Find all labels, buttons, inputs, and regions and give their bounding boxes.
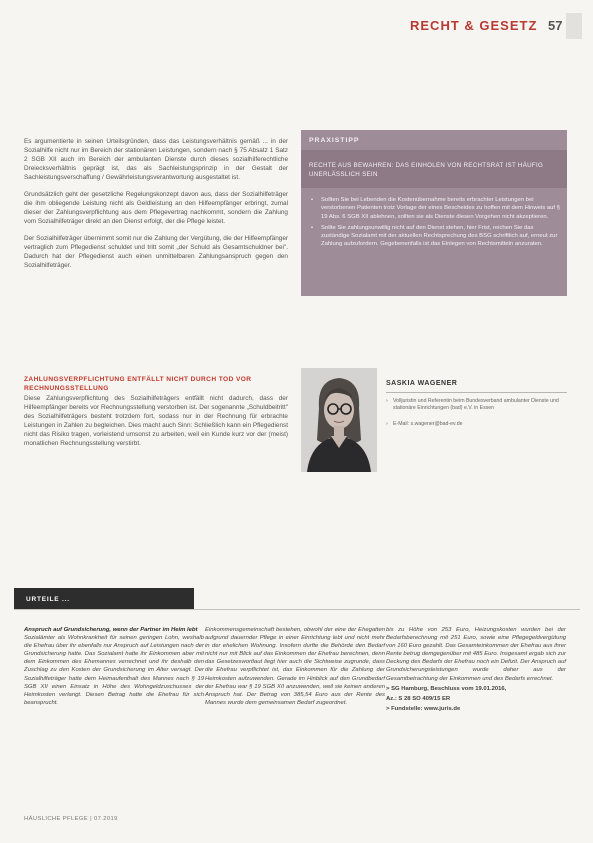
practice-tip-item: • Sollten Sie bei Lebenden die Kostenübernahme bereits erbrachter Leistungen bei verstorbenen Patienten trotz Vorlage der eines Bescheides zu hoffen mit dem Hinweis auf § 19 Abs. 6 SGB XII ablehnen, sollten sie als Dienste diesen Vorgehen nicht akzeptieren. — [309, 196, 561, 221]
body-paragraph-4: Diese Zahlungsverpflichtung des Sozialhilfeträgers entfällt nicht dadurch, dass der Hilfeempfänger bereits vor Rechnungsstellung verstorben ist. Der sogenannte „Schuldbeitritt" des Sozialhilfeträgers besteht trotzdem fort, sodass nur in der Rechnung für erbrachte Leistungen in Zahlen zu begleichen. Dies macht auch Sinn: Schließlich kann ein Pflegedienst nicht das Risiko tragen, vorleistend umsonst zu arbeiten, weil ein Kunde kurz vor der (meist) monatlichen Rechnungsstellung verstirbt. — [24, 395, 288, 447]
author-photo — [301, 368, 377, 472]
body-column-left — [24, 138, 288, 279]
judgment-heading: Anspruch auf Grundsicherung, wenn der Partner im Heim lebt — [24, 627, 198, 633]
section-title: RECHT & GESETZ — [410, 18, 538, 33]
practice-tip-heading: RECHTE AUS BEWAHREN: DAS EINHOLEN VON RECHTSRAT IST HÄUFIG UNERLÄSSLICH SEIN — [309, 162, 544, 178]
page-footer: HÄUSLICHE PFLEGE | 07.2019 — [24, 816, 118, 822]
practice-tip-label: PRAXISTIPP — [309, 137, 360, 144]
body-paragraph-3: Der Sozialhilfeträger übernimmt somit nur die Zahlung der Vergütung, die der Hilfeempfänger vertraglich zum Pflegedienst schuldet und tritt somit „der Schuld als Gesamtschuldner bei". Dadurch hat der Pflegedienst auch einen unmittelbaren Zahlungsanspruch gegen den Sozialhilfeträger. — [24, 235, 288, 269]
judgment-source-az: Az.: S 28 SO 409/15 ER — [386, 695, 451, 702]
urteile-label: URTEILE ... — [26, 596, 70, 603]
author-email: › E-Mail: s.wagener@bad-ev.de — [386, 421, 568, 428]
practice-tip-item: • Sollte Sie zahlungsunwillig nicht auf den Dienst stehen, hier Frist, reichen Sie das zuständige Sozialamt mit der aktuellen Rechtsprechung des BSG schriftlich auf, erneut zur Zahlung aufzufordern. Gegebenenfalls ist das Einlegen von Rechtsmitteln anzuraten. — [309, 224, 561, 249]
practice-tip-box — [301, 130, 567, 296]
author-bio-item: › Volljuristin und Referentin beim Bundesverband ambulanter Dienste und stationäre Einrichtungen (bad) e.V. in Essen — [386, 398, 568, 413]
author-bio-list — [386, 398, 568, 436]
judgment-column-3 — [386, 626, 566, 713]
author-divider — [386, 392, 567, 393]
judgment-column-1 — [24, 626, 204, 707]
header-tab-marker — [566, 13, 582, 39]
judgment-text-3: bis zu Höhe von 253 Euro, Heizungskosten wurden bei der Bedarfsberechnung mit 251 Euro, sowie eine Pflegegeldvergütung von 160 Euro gezahlt. Das Gesamteinkommen der Ehefrau aus ihrer Rente betrug demgegenüber mit 485 Euro. Insgesamt ergab sich zur Deckung des Bedarfs der Ehefrau noch ein Defizit. Der Anspruch auf Grundsicherungsleistungen wurde daher aus der Gesamtbetrachtung der Einkommen und des Bedarfs errechnet. — [386, 627, 566, 682]
judgment-column-2 — [205, 626, 385, 707]
judgment-text-1: Sozialämter als Wohnkrankheit für seinen geringen Lohn, weshalb die Ehefrau über ihr ebenfalls nur Anspruch auf Leistungen nach der Grundsicherung hatte. Das Sozialamt hatte ihr Einkommen aber mit dem Einkommen des Ehemannes verrechnet und ihr deshalb den Zuschlag zu den Kosten der Grundsicherung im Alter versagt. Der Sozialhilfeträger hatte dem Heimaufenthalt des Mannes nach § 19 SGB XII einen Einsatz in Höhe des Wohngeldzuschusses der Heimkosten verlangt. Diesen Betrag hatte die Ehefrau für sich beansprucht. — [24, 635, 204, 706]
body-subheading: ZAHLUNGSVERPFLICHTUNG ENTFÄLLT NICHT DURCH TOD VOR RECHNUNGSSTELLUNG — [24, 376, 252, 392]
judgment-source-link[interactable]: > Fundstelle: www.juris.de — [386, 705, 461, 712]
author-name: SASKIA WAGENER — [386, 380, 458, 387]
judgment-source-court: > SG Hamburg, Beschluss vom 19.01.2016, — [386, 685, 507, 692]
judgment-text-2: Einkommensgemeinschaft bestehen, obwohl der eine der Ehegatten aufgrund dauernder Pflege in einer Einrichtung lebt und nicht mehr in der ehelichen Wohnung. Insofern durfte die Behörde den Bedarf nicht nur mit Blick auf das Einkommen der Ehefrau berechnen, denn das Gesetzeswortlaut liegt hier auch die Sichtweise zugrunde, dass die Ehefrau verpflichtet ist, das Einkommen für die Zahlung der Heimkosten aufzuwenden. Gerade im Hinblick auf den Grundbedarf der Ehefrau war § 19 SGB XII anzuwenden, weil sie keinen anderen Anspruch hat. Der Betrag von 385,54 Euro aus der Rente des Mannes wurde dem gemeinsamen Bedarf zugeordnet. — [205, 627, 385, 706]
section-divider — [14, 609, 580, 610]
page-number: 57 — [548, 18, 563, 33]
author-portrait-illustration — [301, 368, 377, 472]
body-paragraph-1: Es argumentierte in seinen Urteilsgründen, dass das Leistungsverhältnis gemäß ... in der Sozialhilfe nicht nur im Bereich der stationären Leistungen, sondern nach § 75 Absatz 1 Satz 2 SGB XII auch im Bereich der ambulanten Dienste durch dieses sozialhilferechtliche Dreiecksverhältnis geprägt ist, das als Sachleistungsprinzip in der Gestalt der Sachleistungsverschaffung / Gewährleistungsverantwortung ausgestaltet ist. — [24, 138, 288, 181]
body-column-left-lower — [24, 395, 288, 457]
practice-tip-list — [309, 196, 561, 252]
body-paragraph-2: Grundsätzlich geht der gesetzliche Regelungskonzept davon aus, dass der Sozialhilfeträger die ihm obliegende Leistung nicht als Geldleistung an den Hilfeempfänger erbringt, zumal dieser der Zahlungsverpflichtung aus dem Pflegevertrag nachkommt, sondern die Zahlung vom Sozialhilfeträger direkt an den Dienst erfolgt, der die Pflege leistet. — [24, 191, 288, 225]
